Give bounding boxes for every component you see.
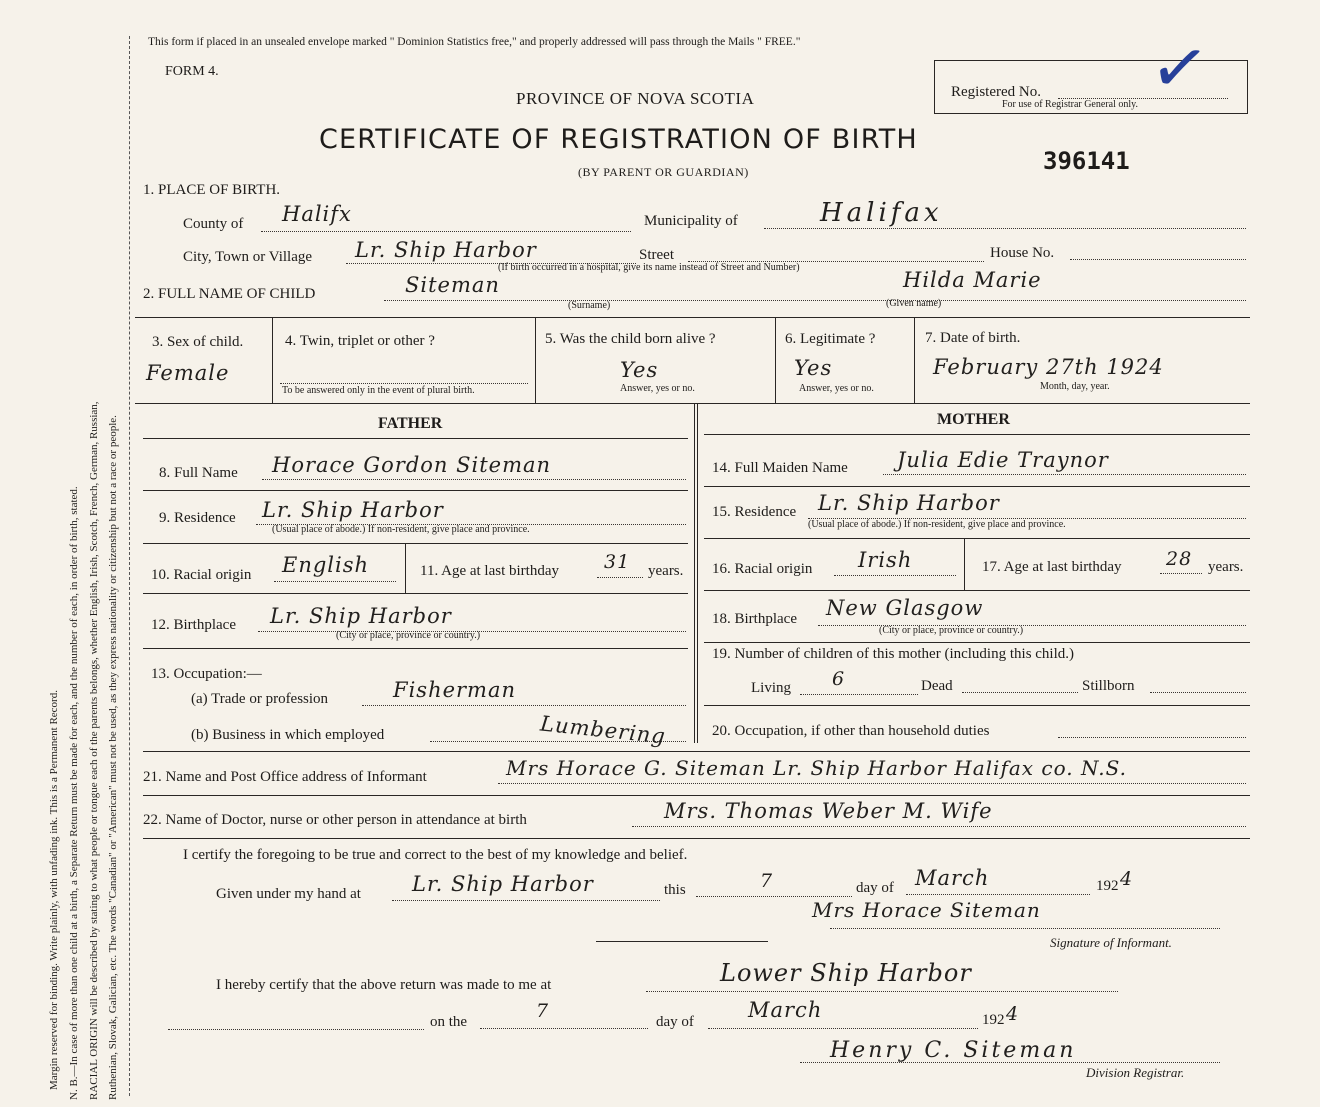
q6-note: Answer, yes or no. <box>799 383 874 394</box>
postage-notice: This form if placed in an unsealed envelope marked " Dominion Statistics free," and properly addressed will pass through the Mails " FREE." <box>148 36 801 48</box>
binding-margin-line <box>129 36 130 1096</box>
return-year-prefix: 192 <box>982 1012 1005 1028</box>
given-day-value: 7 <box>760 870 774 892</box>
q10-label: 10. Racial origin <box>151 567 252 583</box>
q21-line <box>498 783 1246 784</box>
mother-birthplace-value: New Glasgow <box>826 596 984 620</box>
q10-line <box>274 581 396 582</box>
mother-racial-value: Irish <box>858 548 913 572</box>
q16-line <box>834 575 956 576</box>
check-mark-icon: ✓ <box>1144 27 1214 112</box>
q12-note: (City or place, province or country.) <box>336 630 481 641</box>
father-birthplace-value: Lr. Ship Harbor <box>270 604 452 628</box>
legitimate-value: Yes <box>794 356 833 380</box>
father-rule-2 <box>143 490 688 491</box>
separator-rule <box>596 941 768 942</box>
q8-line <box>262 479 686 480</box>
trade-value: Fisherman <box>393 678 517 702</box>
years-label-father: years. <box>648 563 684 579</box>
return-year-value: 4 <box>1006 1003 1020 1025</box>
house-line <box>1070 259 1246 260</box>
given-name-note: (Given name) <box>886 298 942 309</box>
mother-rule-16-17 <box>964 538 965 590</box>
mother-rule-5 <box>704 642 1250 643</box>
given-at-line <box>392 900 660 901</box>
living-line <box>800 694 918 695</box>
q3-label: 3. Sex of child. <box>152 334 244 350</box>
child-given-value: Hilda Marie <box>903 268 1042 292</box>
father-rule-3 <box>143 543 688 544</box>
mother-residence-value: Lr. Ship Harbor <box>818 491 1000 515</box>
q7-note: Month, day, year. <box>1040 381 1110 392</box>
child-surname-value: Siteman <box>405 273 500 297</box>
margin-note-racial-origin-2: Ruthenian, Slovak, Galician, etc. The words "Canadian" or "American" must not be used, as they express nationality or citizenship but not a race or people. <box>107 415 119 1100</box>
mother-name-value: Julia Edie Traynor <box>897 448 1109 472</box>
father-name-value: Horace Gordon Siteman <box>272 453 552 477</box>
q13b-label: (b) Business in which employed <box>191 727 385 743</box>
hospital-note: (If birth occurred in a hospital, give its name instead of Street and Number) <box>498 262 800 273</box>
rule-box-3 <box>272 317 273 403</box>
informant-value: Mrs Horace G. Siteman Lr. Ship Harbor Halifax co. N.S. <box>506 756 1127 780</box>
father-rule-4 <box>143 593 688 594</box>
q20-label: 20. Occupation, if other than household duties <box>712 723 990 739</box>
province-heading: PROVINCE OF NOVA SCOTIA <box>516 89 755 108</box>
day-of-label: day of <box>856 880 894 896</box>
q4-note: To be answered only in the event of plural birth. <box>282 385 475 396</box>
q11-label: 11. Age at last birthday <box>420 563 559 579</box>
rule-box-5 <box>775 317 776 403</box>
return-day-value: 7 <box>536 1000 550 1022</box>
informant-signature: Mrs Horace Siteman <box>812 898 1041 922</box>
q15-label: 15. Residence <box>712 504 797 520</box>
registrar-signature-line <box>800 1062 1220 1063</box>
registered-label: Registered No. <box>951 84 1041 100</box>
return-on-lead-line <box>168 1029 424 1030</box>
father-age-value: 31 <box>604 551 631 573</box>
form-number: FORM 4. <box>165 64 219 79</box>
county-value: Halifx <box>282 202 352 226</box>
q14-line <box>883 474 1246 475</box>
given-year-value: 4 <box>1120 868 1134 890</box>
q15-note: (Usual place of abode.) If non-resident, give place and province. <box>808 519 1066 530</box>
dob-value: February 27th 1924 <box>933 355 1164 379</box>
rule-row-top <box>135 317 1250 318</box>
q16-label: 16. Racial origin <box>712 561 813 577</box>
given-month-line <box>906 894 1090 895</box>
q17-label: 17. Age at last birthday <box>982 559 1122 575</box>
certificate-number: 396141 <box>1043 147 1130 175</box>
rule-box-4 <box>535 317 536 403</box>
day-of-label-2: day of <box>656 1014 694 1030</box>
q4-line <box>280 383 528 384</box>
street-label: Street <box>639 247 674 263</box>
q17-line <box>1160 573 1202 574</box>
return-at-value: Lower Ship Harbor <box>720 959 972 987</box>
given-day-line <box>696 896 852 897</box>
signature-of-informant-label: Signature of Informant. <box>1050 935 1172 950</box>
municipality-label: Municipality of <box>644 213 738 229</box>
center-divider-2 <box>697 403 698 743</box>
house-label: House No. <box>990 245 1055 261</box>
municipality-value: Halifax <box>820 198 943 228</box>
mother-rule-2 <box>704 486 1250 487</box>
mother-rule-1 <box>704 434 1250 435</box>
on-the-label: on the <box>430 1014 468 1030</box>
rule-informant-top <box>143 751 1250 752</box>
city-label: City, Town or Village <box>183 249 313 265</box>
q6-label: 6. Legitimate ? <box>785 331 876 347</box>
q9-note: (Usual place of abode.) If non-resident, give place and province. <box>272 524 530 535</box>
attendant-value: Mrs. Thomas Weber M. Wife <box>664 799 993 823</box>
q4-label: 4. Twin, triplet or other ? <box>285 333 435 349</box>
return-at-line <box>646 991 1118 992</box>
margin-note-binding: Margin reserved for binding. Write plainly, with unfading ink. This is a Permanent Record. <box>48 690 60 1090</box>
father-racial-value: English <box>282 553 370 577</box>
dead-label: Dead <box>921 678 953 694</box>
q14-label: 14. Full Maiden Name <box>712 460 848 476</box>
division-registrar-label: Division Registrar. <box>1086 1065 1185 1080</box>
city-value: Lr. Ship Harbor <box>355 238 537 262</box>
return-day-line <box>480 1028 648 1029</box>
margin-note-multiple-births: N. B.—In case of more than one child at a birth, a Separate Return must be made for each, and the number of each, in order of birth, stated. <box>68 486 80 1100</box>
alive-value: Yes <box>620 358 659 382</box>
given-under-label: Given under my hand at <box>216 886 361 902</box>
q22-line <box>632 826 1246 827</box>
q1-label: 1. PLACE OF BIRTH. <box>143 182 281 198</box>
father-rule-10-11 <box>405 543 406 593</box>
hereby-label: I hereby certify that the above return was made to me at <box>216 977 552 993</box>
q21-label: 21. Name and Post Office address of Informant <box>143 769 427 785</box>
rule-attendant-bottom <box>143 838 1250 839</box>
q13a-line <box>362 705 686 706</box>
child-name-line <box>384 300 1246 301</box>
q5-note: Answer, yes or no. <box>620 383 695 394</box>
mother-heading: MOTHER <box>937 411 1010 428</box>
years-label-mother: years. <box>1208 559 1244 575</box>
registrar-note: For use of Registrar General only. <box>1002 99 1138 110</box>
q9-label: 9. Residence <box>159 510 236 526</box>
rule-box-6 <box>914 317 915 403</box>
q5-label: 5. Was the child born alive ? <box>545 331 716 347</box>
q20-line <box>1058 737 1246 738</box>
registrar-signature: Henry C. Siteman <box>830 1038 1077 1063</box>
mother-rule-3 <box>704 538 1250 539</box>
given-year-prefix: 192 <box>1096 878 1119 894</box>
q18-label: 18. Birthplace <box>712 611 797 627</box>
stillborn-line <box>1150 692 1246 693</box>
return-month-line <box>708 1028 978 1029</box>
q22-label: 22. Name of Doctor, nurse or other person in attendance at birth <box>143 812 527 828</box>
living-label: Living <box>751 680 791 696</box>
q18-note: (City or place, province or country.) <box>879 625 1024 636</box>
return-month-value: March <box>748 998 823 1022</box>
stillborn-label: Stillborn <box>1082 678 1135 694</box>
mother-rule-4 <box>704 590 1250 591</box>
father-rule-1 <box>143 438 688 439</box>
county-line <box>261 231 631 232</box>
father-heading: FATHER <box>378 415 443 432</box>
this-label: this <box>664 882 686 898</box>
q11-line <box>597 577 643 578</box>
informant-signature-line <box>830 928 1220 929</box>
rule-row-bottom <box>135 403 1250 404</box>
mother-age-value: 28 <box>1166 548 1193 570</box>
father-residence-value: Lr. Ship Harbor <box>262 498 444 522</box>
sex-value: Female <box>146 361 230 385</box>
business-value: Lumbering <box>539 711 667 749</box>
given-at-value: Lr. Ship Harbor <box>412 872 594 896</box>
surname-note: (Surname) <box>568 300 611 311</box>
given-month-value: March <box>915 866 990 890</box>
dead-line <box>962 692 1078 693</box>
q2-label: 2. FULL NAME OF CHILD <box>143 286 316 302</box>
q13-label: 13. Occupation:— <box>151 666 262 682</box>
municipality-line <box>764 228 1246 229</box>
q8-label: 8. Full Name <box>159 465 238 481</box>
q19-label: 19. Number of children of this mother (including this child.) <box>712 646 1075 662</box>
q12-label: 12. Birthplace <box>151 617 236 633</box>
certify-text: I certify the foregoing to be true and correct to the best of my knowledge and belief. <box>183 847 688 863</box>
living-value: 6 <box>832 668 846 690</box>
rule-informant-bottom <box>143 795 1250 796</box>
margin-note-racial-origin: RACIAL ORIGIN will be described by stating to what people or tongue each of the parents belongs, whether English, Irish, Scotch, French, German, Russian, <box>88 401 100 1100</box>
certificate-subtitle: (BY PARENT OR GUARDIAN) <box>578 165 749 179</box>
center-divider <box>694 403 695 743</box>
mother-rule-6 <box>704 705 1250 706</box>
certificate-title: CERTIFICATE OF REGISTRATION OF BIRTH <box>319 124 918 155</box>
father-rule-5 <box>143 648 688 649</box>
county-label: County of <box>183 216 244 232</box>
q13a-label: (a) Trade or profession <box>191 691 329 707</box>
q7-label: 7. Date of birth. <box>925 330 1021 346</box>
